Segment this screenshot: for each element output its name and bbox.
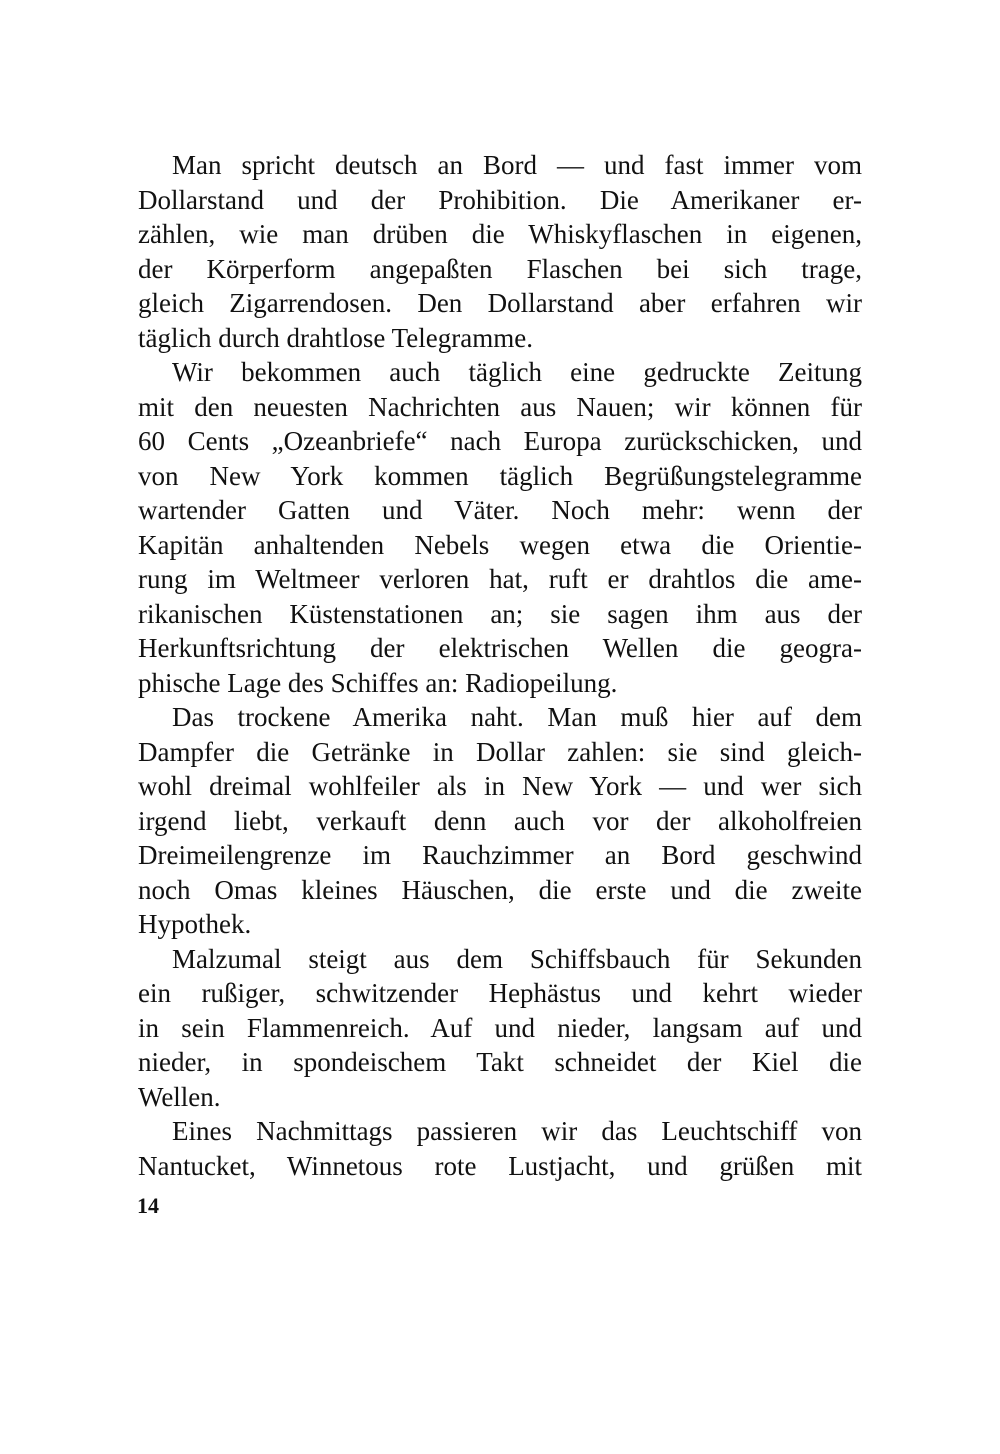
text-line: in sein Flammenreich. Auf und nieder, langsam auf und — [138, 1012, 862, 1043]
text-line: von New York kommen täglich Begrüßungstelegramme — [138, 460, 862, 491]
text-line: Man spricht deutsch an Bord — und fast immer vom — [172, 150, 862, 180]
text-line: Herkunftsrichtung der elektrischen Wellen die geogra- — [138, 633, 862, 663]
text-line: der Körperform angepaßten Flaschen bei sich trage, — [138, 253, 862, 284]
text-line: nieder, in spondeischem Takt schneidet der Kiel die — [138, 1047, 862, 1077]
text-line: ein rußiger, schwitzender Hephästus und kehrt wieder — [138, 978, 862, 1008]
text-line: wartender Gatten und Väter. Noch mehr: wenn der — [138, 495, 862, 525]
text-line: noch Omas kleines Häuschen, die erste und die zweite — [138, 874, 862, 905]
text-line: phische Lage des Schiffes an: Radiopeilung. — [138, 667, 618, 698]
paragraph-4 — [138, 942, 862, 1115]
text-line: zählen, wie man drüben die Whiskyflaschen in eigenen, — [138, 219, 862, 249]
text-line: Kapitän anhaltenden Nebels wegen etwa die Orientie- — [138, 529, 862, 560]
text-line: rung im Weltmeer verloren hat, ruft er drahtlos die ame- — [138, 564, 862, 594]
text-line: Das trockene Amerika naht. Man muß hier auf dem — [172, 702, 862, 732]
text-line: Malzumal steigt aus dem Schiffsbauch für Sekunden — [172, 943, 862, 974]
text-line: 60 Cents „Ozeanbriefe“ nach Europa zurückschicken, und — [138, 426, 862, 456]
paragraph-5 — [138, 1114, 862, 1183]
text-line: Eines Nachmittags passieren wir das Leuchtschiff von — [172, 1116, 862, 1146]
text-line: gleich Zigarrendosen. Den Dollarstand aber erfahren wir — [138, 288, 862, 318]
text-line: Nantucket, Winnetous rote Lustjacht, und grüßen mit — [138, 1150, 862, 1181]
text-line: wohl dreimal wohlfeiler als in New York — und wer sich — [138, 771, 862, 801]
paragraph-1 — [138, 148, 862, 355]
text-line: Hypothek. — [138, 909, 252, 939]
paragraph-2 — [138, 355, 862, 700]
text-line: täglich durch drahtlose Telegramme. — [138, 322, 533, 353]
text-line: Dreimeilengrenze im Rauchzimmer an Bord geschwind — [138, 840, 862, 870]
text-line: Wir bekommen auch täglich eine gedruckte Zeitung — [172, 357, 862, 387]
text-line: irgend liebt, verkauft denn auch vor der alkoholfreien — [138, 805, 862, 836]
text-line: Dollarstand und der Prohibition. Die Amerikaner er- — [138, 184, 862, 215]
page-number: 14 — [137, 1193, 159, 1218]
paragraph-3 — [138, 700, 862, 942]
text-line: rikanischen Küstenstationen an; sie sagen ihm aus der — [138, 598, 862, 629]
text-line: Dampfer die Getränke in Dollar zahlen: sie sind gleich- — [138, 736, 862, 767]
book-page-body — [138, 148, 862, 1183]
text-line: Wellen. — [138, 1081, 221, 1112]
text-line: mit den neuesten Nachrichten aus Nauen; wir können für — [138, 391, 862, 422]
